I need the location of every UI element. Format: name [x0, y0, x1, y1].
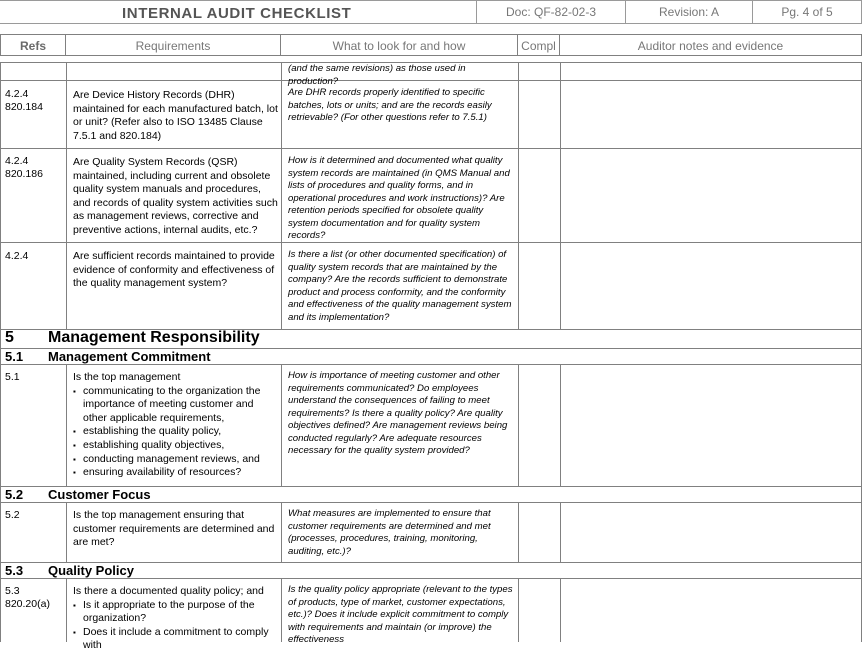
subsection-number: 5.1	[5, 349, 24, 364]
revision-label: Revision: A	[626, 0, 753, 24]
carryover-what-text: (and the same revisions) as those used in production?	[288, 63, 466, 87]
auditor-notes-cell[interactable]	[561, 579, 861, 642]
requirement-bullet-list	[73, 599, 278, 653]
table-row-ref: 4.2.4	[5, 250, 29, 262]
requirement-text: Are Device History Records (DHR) maintained for each manufactured batch, lot or unit? (Refer also to ISO 13485 Clause 7.5.1 and 820.184)	[73, 89, 278, 142]
list-item: ▪ establishing quality objectives,	[73, 438, 225, 451]
what-to-look-for-text: Is there a list (or other documented specification) of quality system records that are maintained by the company? Are the records sufficient to demonstrate product and process conformity, and the conformity and effectiveness of the quality management system and its implementation?	[288, 249, 512, 323]
auditor-notes-cell[interactable]	[561, 365, 861, 486]
compl-cell[interactable]	[519, 243, 560, 329]
what-to-look-for-text: How is it determined and documented what quality system records are maintained (in QMS Manual and lists of procedures and quality forms, and in operational procedures and work instructions)? Are retention periods specified for obsolete quality system documentation and for quality system records?	[288, 155, 510, 241]
auditor-notes-cell[interactable]	[561, 503, 861, 562]
col-what-to-look-for: What to look for and how	[281, 34, 518, 56]
requirement-bullet-list	[73, 385, 278, 480]
bullet-icon: ▪	[73, 427, 76, 437]
list-item: ▪ Is it appropriate to the purpose of the organization?	[73, 598, 255, 625]
col-compl: Compl	[518, 34, 560, 56]
bullet-icon: ▪	[73, 627, 76, 637]
requirement-text: Is the top management ensuring that customer requirements are determined and are met?	[73, 509, 275, 549]
section-title: Management Responsibility	[48, 329, 260, 346]
requirement-text: Are sufficient records maintained to provide evidence of conformity and effectiveness of the quality management system?	[73, 250, 275, 290]
auditor-notes-cell[interactable]	[561, 81, 861, 148]
subsection-title: Quality Policy	[48, 563, 134, 578]
requirement-text: Are Quality System Records (QSR) maintained, including current and obsolete quality system manuals and procedures, and records of quality system activities such as management reviews, corrective and preventive actions, internal audits, etc.?	[73, 156, 278, 236]
list-item: ▪ establishing the quality policy,	[73, 425, 222, 438]
document-title: INTERNAL AUDIT CHECKLIST	[0, 0, 477, 24]
bullet-icon: ▪	[73, 440, 76, 450]
compl-cell[interactable]	[519, 579, 560, 642]
what-to-look-for-text: What measures are implemented to ensure that customer requirements are determined and met (processes, procedures, training, monitoring, auditing, etc.)?	[288, 508, 491, 557]
requirement-text: Is the top management ▪ communicating to the organization the importance of meeting customer and other applicable requirements, ▪ establishing the quality policy, ▪ establishing quality objectives, ▪ conducting management reviews, and ▪ ensuring availability of resources?	[73, 371, 278, 480]
doc-number: Doc: QF-82-02-3	[477, 0, 626, 24]
list-item: ▪ ensuring availability of resources?	[73, 466, 242, 479]
table-row-ref: 5.1	[5, 371, 20, 383]
what-to-look-for-text: Are DHR records properly identified to specific batches, lots or units; and are the records easily retrievable? (For other questions refer to 7.5.1)	[288, 87, 492, 123]
page-number: Pg. 4 of 5	[753, 0, 862, 24]
table-row-ref: 5.3 820.20(a)	[5, 585, 50, 610]
bullet-icon: ▪	[73, 468, 76, 478]
requirement-text: Is there a documented quality policy; and ▪ Is it appropriate to the purpose of the organization? ▪ Does it include a commitment to comply with	[73, 585, 278, 641]
subsection-number: 5.2	[5, 487, 24, 502]
auditor-notes-cell[interactable]	[561, 149, 861, 242]
section-number: 5	[5, 329, 14, 346]
compl-cell[interactable]	[519, 149, 560, 242]
bullet-icon: ▪	[73, 386, 76, 396]
bullet-icon: ▪	[73, 600, 76, 610]
table-row-ref: 4.2.4 820.184	[5, 88, 43, 113]
table-row-ref: 5.2	[5, 509, 20, 521]
subsection-number: 5.3	[5, 563, 24, 578]
subsection-title: Customer Focus	[48, 487, 151, 502]
compl-cell[interactable]	[519, 503, 560, 562]
auditor-notes-cell[interactable]	[561, 243, 861, 329]
list-item: ▪ conducting management reviews, and	[73, 452, 260, 465]
list-item: ▪ communicating to the organization the importance of meeting customer and other applicable requirements,	[73, 384, 261, 424]
what-to-look-for-text: How is importance of meeting customer and other requirements communicated? Do employees understand the consequences of failing to meet requirements? Is there a quality policy? Are quality objectives defined? Are management reviews being conducted regularly? Are adequate resources necessary for the quality system provided?	[288, 370, 508, 456]
list-item: ▪ Does it include a commitment to comply with	[73, 625, 269, 652]
table-row-ref: 4.2.4 820.186	[5, 155, 43, 180]
bullet-icon: ▪	[73, 454, 76, 464]
compl-cell[interactable]	[519, 365, 560, 486]
col-refs: Refs	[0, 34, 66, 56]
col-auditor-notes: Auditor notes and evidence	[560, 34, 862, 56]
subsection-title: Management Commitment	[48, 349, 211, 364]
compl-cell[interactable]	[519, 81, 560, 148]
col-requirements: Requirements	[66, 34, 281, 56]
what-to-look-for-text: Is the quality policy appropriate (relevant to the types of products, type of market, customer expectations, etc.)? Does it include explicit commitment to comply with requirements and maintain (or improve) the effectiveness	[288, 584, 513, 645]
